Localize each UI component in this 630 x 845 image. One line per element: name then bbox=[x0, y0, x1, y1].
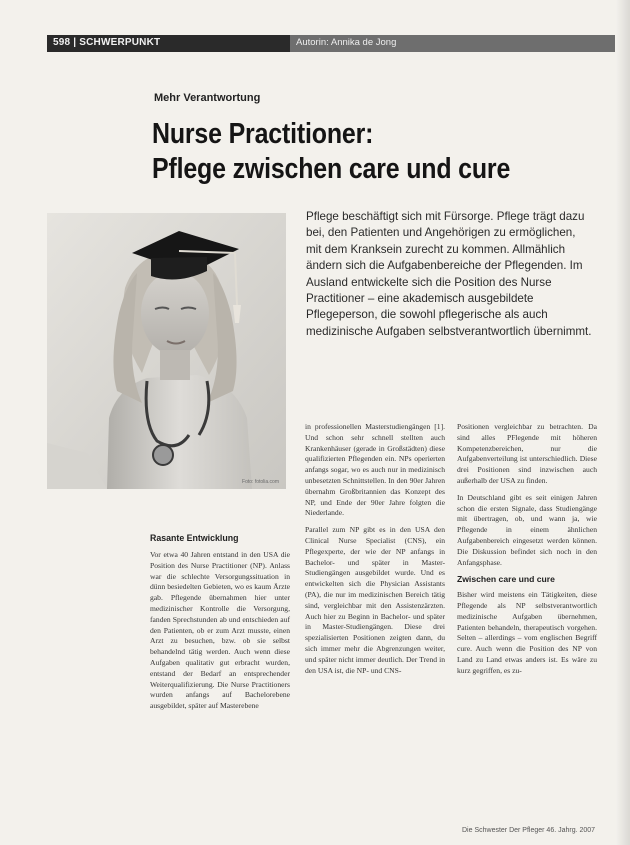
body-column-2 bbox=[305, 422, 445, 682]
body-column-3 bbox=[457, 422, 597, 683]
col3-paragraph-2: In Deutschland gibt es seit einigen Jahren schon die ersten Signale, dass Studiengänge mit übertragen, ob, und wann ja, wie Pflegende in einem ähnlichen Aufgabenbereich eingesetzt werden können. Die Diskussion befindet sich noch in den Anfangsphase. bbox=[457, 492, 597, 567]
author-label: Autorin: Annika de Jong bbox=[296, 37, 397, 48]
col1-paragraph: Vor etwa 40 Jahren entstand in den USA die Position des Nurse Practitioner (NP). Anlass war die schlechte Versorgungssituation in dünn besiedelten Gebieten, wo es kaum Ärzte gab. Pflegende übernahmen hier unter medizinischer Kontrolle die Versorgung, fanden Sprechstunden ab und entschieden auf den Patienten, ob er zum Arzt musste, einen Arzt zu besuchen, bzw. ob sie selbst behandelnd tätig werden. Auch wenn diese Aufgaben qualitativ gut erbracht wurden, entstand der Bedarf an entsprechender Weiterqualifizierung. Die Nurse Practitioners wurden anfangs auf Bachelorebene ausgebildet, später auf Masterebene bbox=[150, 550, 290, 711]
article-kicker: Mehr Verantwortung bbox=[154, 92, 261, 104]
article-title-line-1: Nurse Practitioner: bbox=[152, 118, 374, 150]
col2-paragraph-1: in professionellen Masterstudiengängen [1]. Und schon sehr schnell stellten auch Krankenhäuser (gerade in Großstädten) diese qualifizierten Pflegenden ein. NPs operierten anfangs sogar, wo es auch nur in medizinisch unbesetzten Schnittstellen. In den 90er Jahren übernahm Großbritannien das Konzept des NP, und Ende der 90er Jahre folgten die Niederlande. bbox=[305, 422, 445, 518]
nurse-graduation-photo bbox=[47, 213, 286, 489]
col3-heading: Zwischen care und cure bbox=[457, 574, 555, 585]
col3-paragraph-3: Bisher wird meistens ein Tätigkeiten, diese Pflegende als NP selbstverantwortlich medizinische Aufgaben übernehmen, Patienten behandeln, therapeutisch vorgehen. Selten – allerdings – vom englischen Begriff cure. Auch wenn die Position des NP von Land zu Land etwas anders ist. Es wäre zu kurz gegriffen, es zu- bbox=[457, 590, 597, 675]
photo-credit: Foto: fotolia.com bbox=[242, 479, 279, 485]
col3-paragraph-1: Positionen vergleichbar zu betrachten. Da sind alles PFlegende mit höheren Kompetenzbereichen, nur die Aufgabenverteilung ist unterschiedlich. Diese drei Positionen sind inzwischen auch außerhalb der USA zu finden. bbox=[457, 422, 597, 485]
col1-heading: Rasante Entwicklung bbox=[150, 533, 239, 543]
col2-paragraph-2: Parallel zum NP gibt es in den USA den Clinical Nurse Specialist (CNS), ein Pflegexperte, der wie der NP anfangs in Bachelor- und später in Master-Studiengängen ausgebildet wurde. Und es entwickelten sich die Physician Assistants (PA), die nur im medizinischen Bereich tätig sind, vergleichbar mit den Assistenzärzten. Auch hier zu Beginn in Bachelor- und später in Master-Studiengängen. Diese drei spezialisierten Positionen zeigten dann, du sich immer mehr die Abgrenzungen weiter, und später nicht immer deutlich. Der Trend in den USA ist, die NP- und CNS- bbox=[305, 525, 445, 675]
body-column-1 bbox=[150, 550, 290, 718]
scan-edge-shadow bbox=[616, 0, 630, 845]
section-label: 598 | SCHWERPUNKT bbox=[53, 37, 161, 48]
page-footer: Die Schwester Der Pfleger 46. Jahrg. 2007 bbox=[462, 827, 596, 834]
article-title-line-2: Pflege zwischen care und cure bbox=[152, 153, 511, 185]
article-intro: Pflege beschäftigt sich mit Fürsorge. Pflege trägt dazu bei, den Patienten und Angehörigen zu ermöglichen, mit dem Kranksein zurecht zu kommen. Allmählich ändern sich die Aufgabenbereiche der Pflegenden. Im Ausland entwickelte sich die Position des Nurse Practitioner – eine akademisch ausgebildete Pflegeperson, die sowohl pflegerische als auch medizinische Aufgaben selbstverantwortlich übernimmt. bbox=[306, 210, 592, 338]
